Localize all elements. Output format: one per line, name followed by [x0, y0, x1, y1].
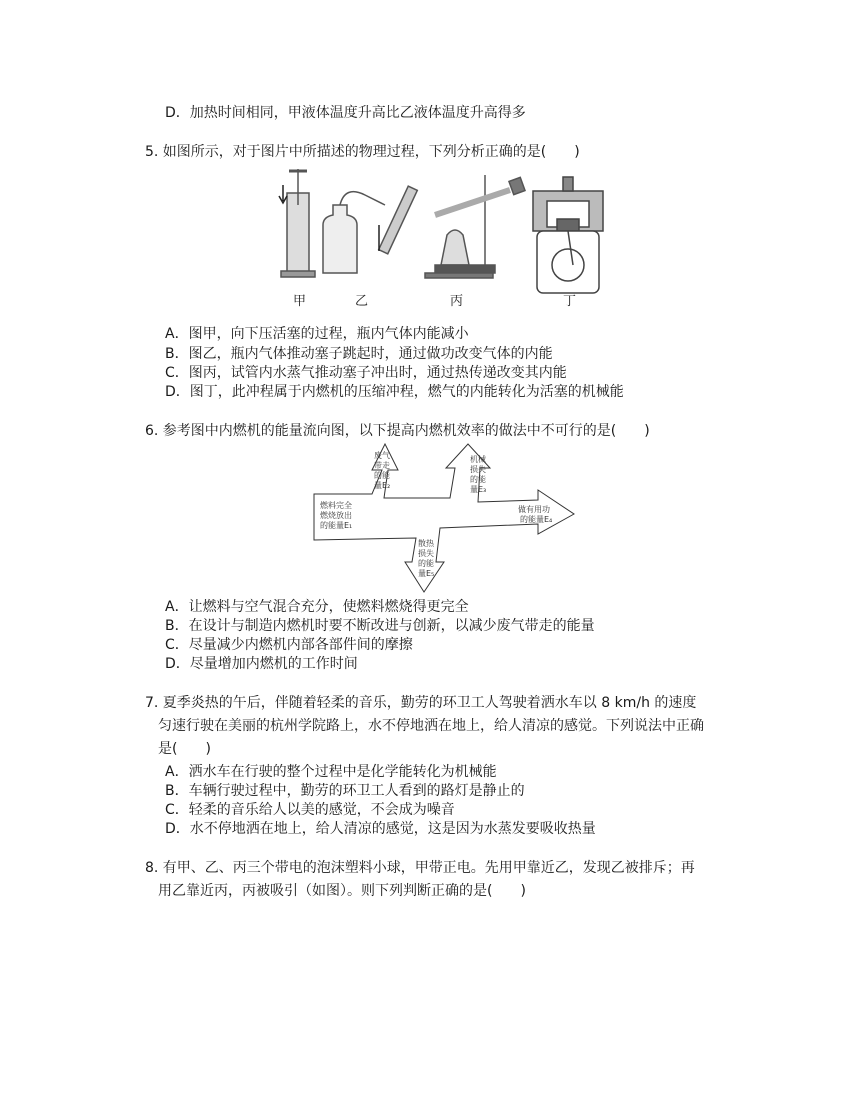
fig-label-ding: 丁: [563, 294, 577, 309]
fig-label-yi: 乙: [355, 294, 369, 309]
engine-apparatus: [533, 177, 603, 293]
mech-line-4: 量E₃: [470, 485, 487, 494]
exhaust-line-3: 的能: [374, 471, 390, 480]
heat-line-2: 损失: [418, 549, 434, 558]
q7-stem-line-3: 是( ): [158, 741, 211, 757]
q6-option-d: D．尽量增加内燃机的工作时间: [165, 656, 358, 672]
mech-line-2: 损失: [470, 465, 486, 474]
mech-line-1: 机械: [470, 455, 486, 464]
input-line-1: 燃料完全: [320, 501, 352, 510]
fig-label-jia: 甲: [293, 294, 307, 309]
q7-option-c: C．轻柔的音乐给人以美的感觉，不会成为噪音: [165, 802, 455, 818]
pump-apparatus: [279, 169, 315, 277]
heat-line-4: 量E₅: [418, 569, 435, 578]
heat-line-3: 的能: [418, 559, 434, 568]
exhaust-line-4: 量E₂: [374, 481, 391, 490]
fig-label-bing: 丙: [450, 294, 464, 309]
q5-option-a: A．图甲，向下压活塞的过程，瓶内气体内能减小: [165, 326, 469, 342]
q7-option-a: A．洒水车在行驶的整个过程中是化学能转化为机械能: [165, 764, 497, 780]
input-line-2: 燃烧放出: [320, 511, 352, 520]
q5-figure: [275, 165, 610, 315]
useful-line-1: 做有用功: [518, 505, 550, 514]
q8-stem-line-1: 8. 有甲、乙、丙三个带电的泡沫塑料小球，甲带正电。先用甲靠近乙，发现乙被排斥；再: [145, 860, 695, 876]
useful-line-2: 的能量E₄: [520, 515, 553, 524]
q6-option-b: B．在设计与制造内燃机时要不断改进与创新，以减少废气带走的能量: [165, 618, 595, 634]
energy-flow-diagram: [310, 442, 582, 597]
q6-stem: 6. 参考图中内燃机的能量流向图，以下提高内燃机效率的做法中不可行的是( ): [145, 423, 650, 439]
q5-option-b: B．图乙，瓶内气体推动塞子跳起时，通过做功改变气体的内能: [165, 346, 553, 362]
q8-stem-line-2: 用乙靠近丙，丙被吸引（如图）。则下列判断正确的是( ): [158, 883, 526, 899]
q4-option-d: D．加热时间相同，甲液体温度升高比乙液体温度升高得多: [165, 105, 526, 121]
bottle-apparatus: [323, 186, 417, 273]
q7-stem-line-2: 匀速行驶在美丽的杭州学院路上，水不停地洒在地上，给人清凉的感觉。下列说法中正确: [158, 718, 704, 734]
mech-line-3: 的能: [470, 475, 486, 484]
exhaust-line-1: 废气: [374, 451, 390, 460]
q7-stem-line-1: 7. 夏季炎热的午后，伴随着轻柔的音乐，勤劳的环卫工人驾驶着洒水车以 8 km/h 的速度: [145, 695, 697, 711]
q5-stem: 5. 如图所示，对于图片中所描述的物理过程，下列分析正确的是( ): [145, 144, 580, 160]
q5-option-c: C．图丙，试管内水蒸气推动塞子冲出时，通过热传递改变其内能: [165, 365, 567, 381]
exhaust-line-2: 带走: [374, 461, 390, 470]
q6-option-c: C．尽量减少内燃机内部各部件间的摩擦: [165, 637, 413, 653]
test-tube-apparatus: [425, 175, 525, 278]
q5-option-d: D．图丁，此冲程属于内燃机的压缩冲程，燃气的内能转化为活塞的机械能: [165, 384, 624, 400]
q7-option-b: B．车辆行驶过程中，勤劳的环卫工人看到的路灯是静止的: [165, 783, 525, 799]
input-line-3: 的能量E₁: [320, 521, 353, 530]
heat-line-1: 散热: [418, 539, 434, 548]
q7-option-d: D．水不停地洒在地上，给人清凉的感觉，这是因为水蒸发要吸收热量: [165, 821, 596, 837]
q6-option-a: A．让燃料与空气混合充分，使燃料燃烧得更完全: [165, 599, 469, 615]
